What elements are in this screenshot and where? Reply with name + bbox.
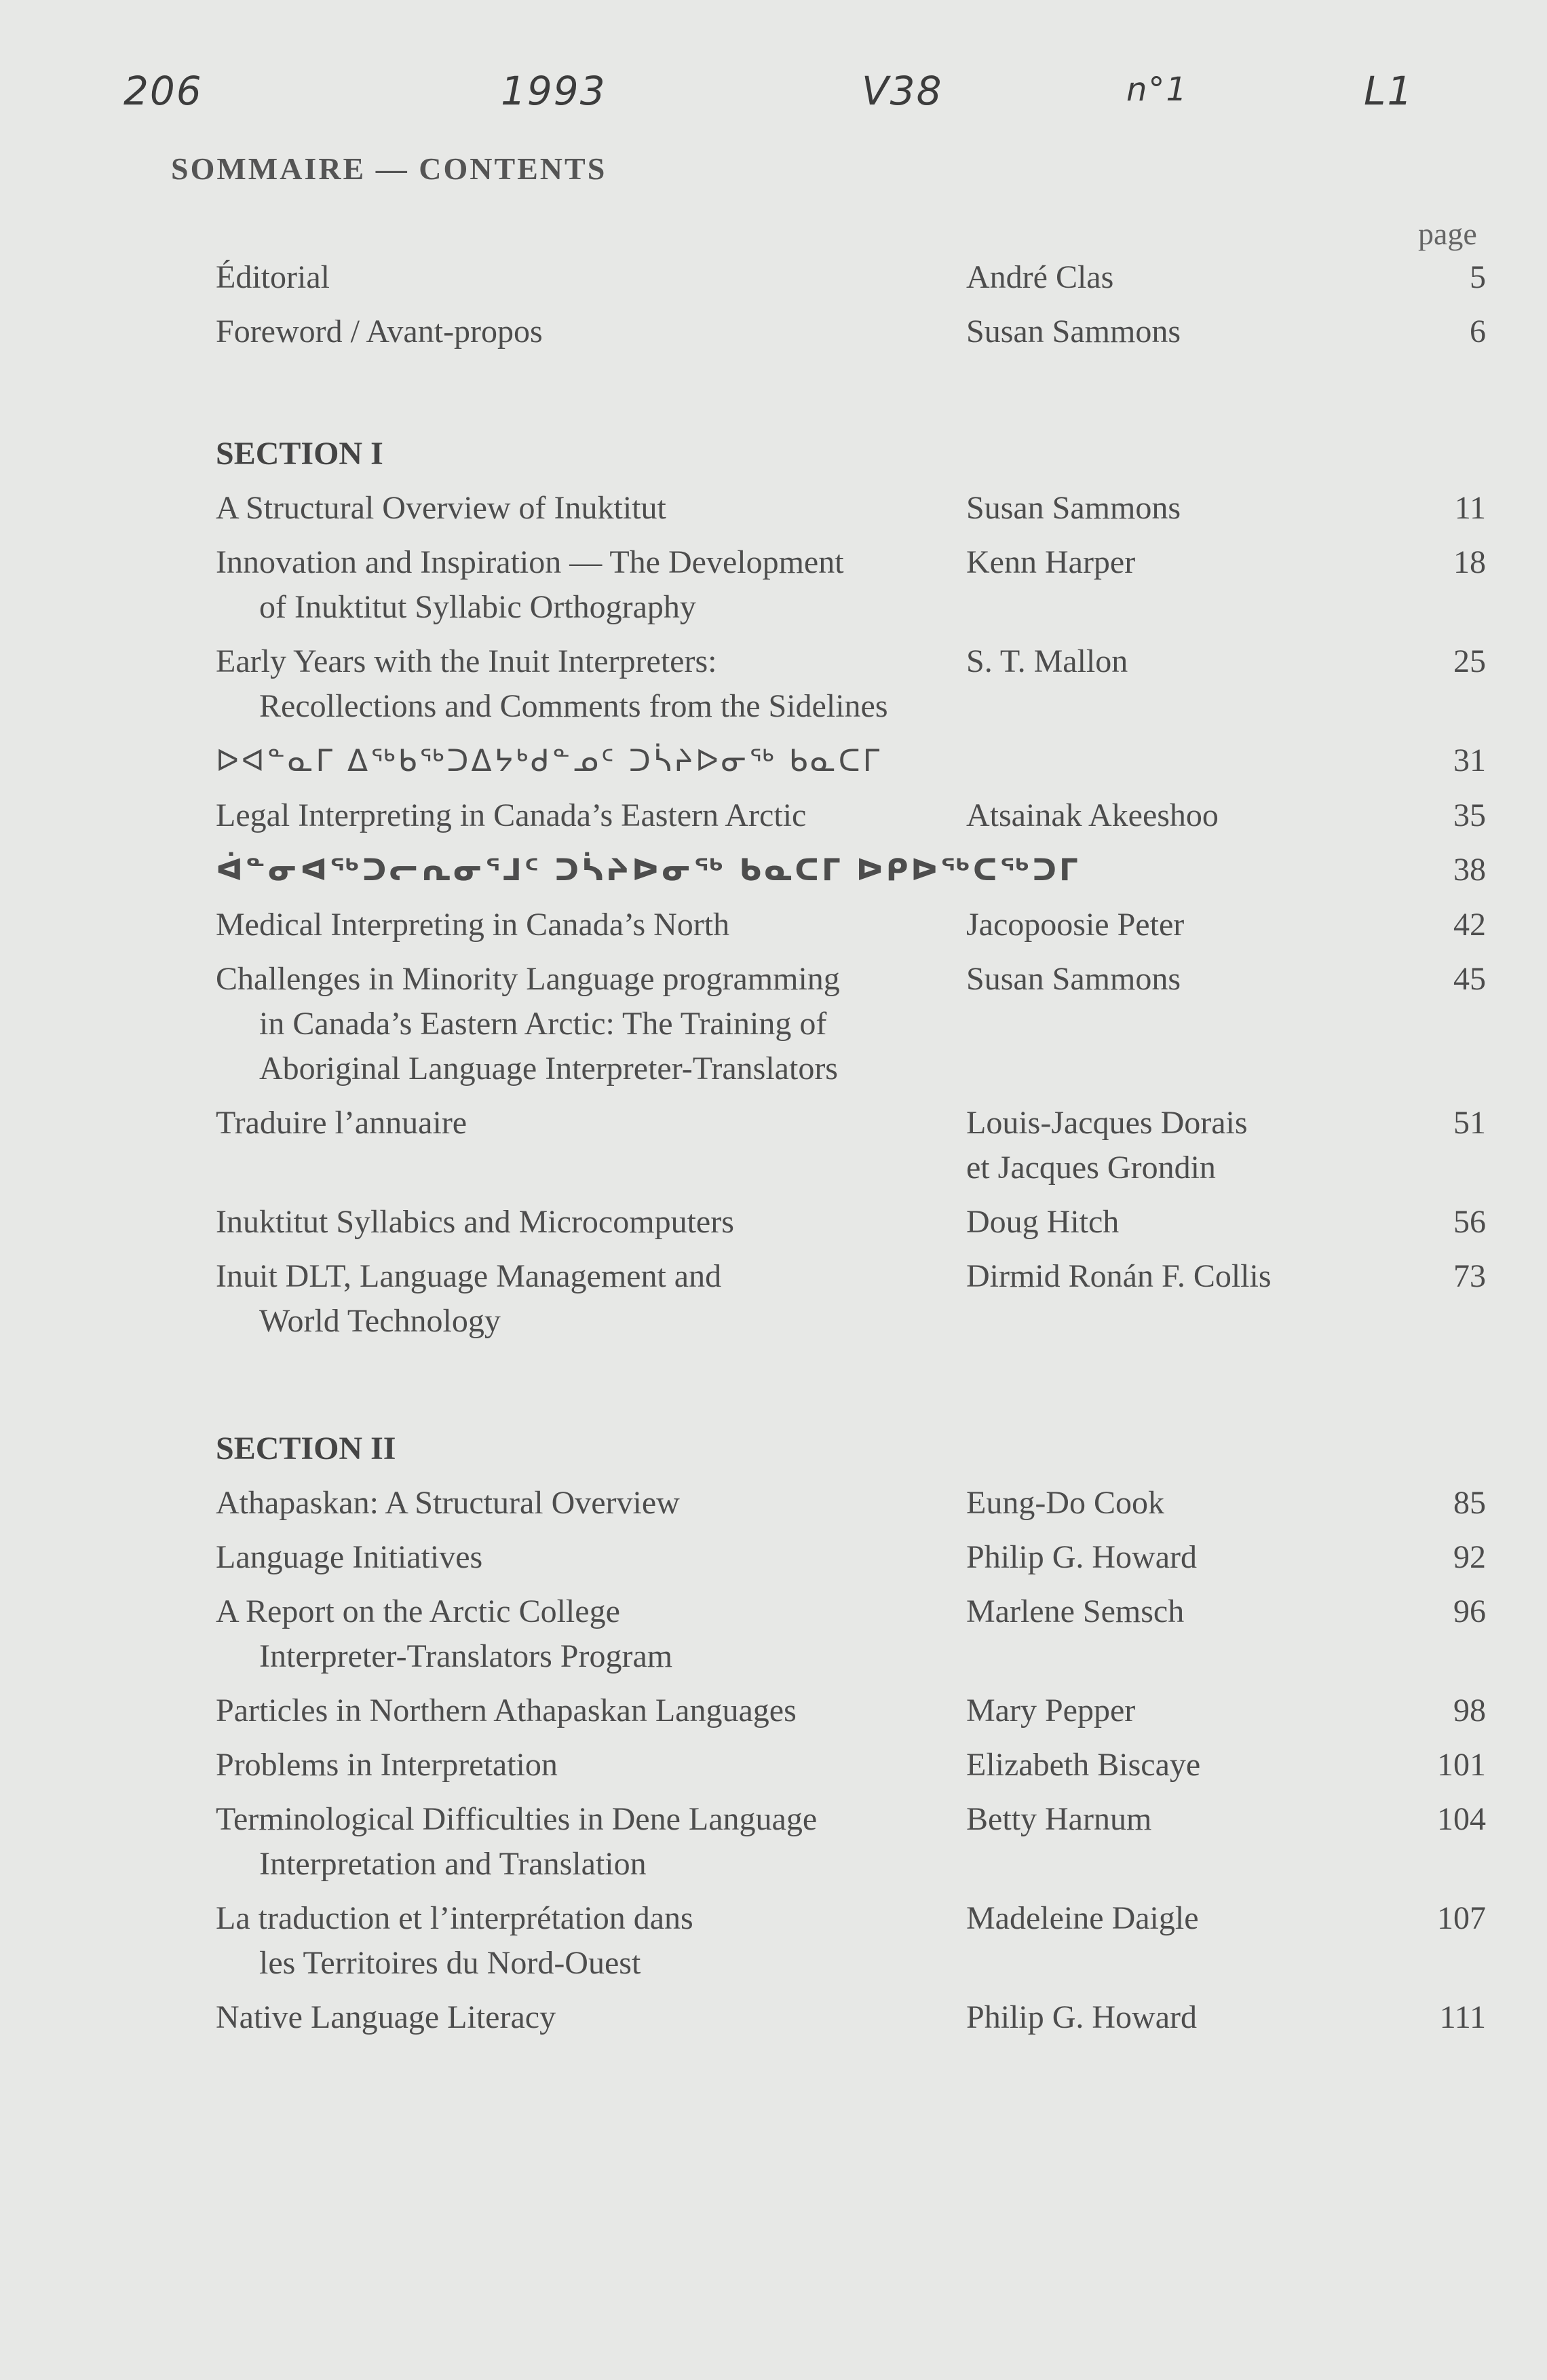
toc-entry bbox=[216, 848, 1486, 893]
entry-title-line: Native Language Literacy bbox=[216, 1999, 556, 2035]
entry-author: Doug Hitch bbox=[966, 1204, 1120, 1240]
toc-entry bbox=[216, 1896, 1486, 1986]
section-2 bbox=[216, 1427, 1486, 2050]
entry-title bbox=[216, 1535, 966, 1580]
section-entries bbox=[216, 486, 1486, 1344]
entry-title bbox=[216, 848, 1400, 893]
entry-title-continuation: in Canada’s Eastern Arctic: The Training of bbox=[259, 1006, 827, 1042]
handwritten-volume: V38 bbox=[862, 68, 943, 114]
entry-author: Louis-Jacques Dorais et Jacques Grondin bbox=[966, 1105, 1248, 1186]
entry-page: 51 bbox=[1453, 1105, 1486, 1141]
entry-page: 31 bbox=[1453, 742, 1486, 778]
toc-entry bbox=[216, 486, 1486, 531]
entry-title bbox=[216, 793, 966, 838]
entry-title bbox=[216, 1995, 966, 2040]
entry-page: 111 bbox=[1439, 1999, 1486, 2035]
page-column-label: page bbox=[1418, 216, 1477, 251]
entry-title bbox=[216, 1797, 966, 1887]
entry-page: 42 bbox=[1453, 907, 1486, 943]
entry-author: Susan Sammons bbox=[966, 314, 1181, 350]
section-heading: SECTION II bbox=[216, 1431, 396, 1467]
entry-title-line: A Report on the Arctic College bbox=[216, 1593, 620, 1629]
entry-title-continuation: Interpretation and Translation bbox=[259, 1846, 647, 1882]
toc-entry bbox=[216, 1797, 1486, 1887]
entry-title bbox=[216, 1200, 966, 1245]
entry-title bbox=[216, 903, 966, 947]
entry-author: Marlene Semsch bbox=[966, 1593, 1185, 1629]
entry-title-line: Problems in Interpretation bbox=[216, 1747, 558, 1783]
entry-author: Philip G. Howard bbox=[966, 1539, 1197, 1575]
toc-entry bbox=[216, 255, 1486, 300]
entry-page: 98 bbox=[1453, 1693, 1486, 1729]
toc-entry bbox=[216, 1254, 1486, 1344]
entry-title-line: Athapaskan: A Structural Overview bbox=[216, 1485, 680, 1521]
entry-author: Philip G. Howard bbox=[966, 1999, 1197, 2035]
entry-title bbox=[216, 486, 966, 531]
entry-title-line: Challenges in Minority Language programming bbox=[216, 961, 840, 997]
toc-entry bbox=[216, 957, 1486, 1091]
toc-entry bbox=[216, 903, 1486, 947]
entry-title bbox=[216, 1896, 966, 1986]
entry-author: Jacopoosie Peter bbox=[966, 907, 1185, 943]
entry-title bbox=[216, 1481, 966, 1526]
section-1 bbox=[216, 432, 1486, 1353]
entry-title-line: ᐅᐊᓐᓇᒥ ᐃᖅᑲᖅᑐᐃᔭᒃᑯᓐᓄᑦ ᑐᓵᔨᐅᓂᖅ ᑲᓇᑕᒥ bbox=[216, 744, 883, 778]
entry-title bbox=[216, 738, 1400, 784]
entry-title-line: Inuit DLT, Language Management and bbox=[216, 1258, 722, 1294]
section-heading: SECTION I bbox=[216, 436, 383, 472]
entry-page: 35 bbox=[1453, 797, 1486, 833]
entry-author: Kenn Harper bbox=[966, 544, 1136, 580]
entry-title-line: La traduction et l’interprétation dans bbox=[216, 1900, 693, 1936]
entry-title-continuation: of Inuktitut Syllabic Orthography bbox=[259, 589, 696, 625]
entry-title-line: A Structural Overview of Inuktitut bbox=[216, 490, 666, 526]
entry-title-continuation: Recollections and Comments from the Sidelines bbox=[259, 688, 888, 724]
entry-title-line: Medical Interpreting in Canada’s North bbox=[216, 907, 730, 943]
entry-title bbox=[216, 957, 966, 1091]
toc-entry bbox=[216, 1535, 1486, 1580]
toc-entry bbox=[216, 639, 1486, 729]
entry-page: 85 bbox=[1453, 1485, 1486, 1521]
entry-author: Atsainak Akeeshoo bbox=[966, 797, 1219, 833]
entry-title-line: Particles in Northern Athapaskan Languages bbox=[216, 1693, 797, 1729]
entry-title-continuation: Interpreter-Translators Program bbox=[259, 1638, 673, 1674]
toc-entry bbox=[216, 1200, 1486, 1245]
toc-entry bbox=[216, 1101, 1486, 1190]
toc-entry bbox=[216, 1743, 1486, 1788]
toc-entry bbox=[216, 738, 1486, 784]
entry-title bbox=[216, 1589, 966, 1679]
toc-entry bbox=[216, 1481, 1486, 1526]
entry-title bbox=[216, 1254, 966, 1344]
toc-entry bbox=[216, 1688, 1486, 1733]
contents-heading: SOMMAIRE — CONTENTS bbox=[171, 151, 607, 186]
entry-title-continuation: les Territoires du Nord-Ouest bbox=[259, 1945, 641, 1981]
entry-title bbox=[216, 1101, 966, 1146]
handwritten-year: 1993 bbox=[501, 68, 607, 114]
entry-title-line: Language Initiatives bbox=[216, 1539, 483, 1575]
entry-author: Madeleine Daigle bbox=[966, 1900, 1199, 1936]
entry-title-line: Innovation and Inspiration — The Development bbox=[216, 544, 844, 580]
entry-author: Eung-Do Cook bbox=[966, 1485, 1164, 1521]
entry-page: 25 bbox=[1453, 643, 1486, 679]
entry-title-continuation: World Technology bbox=[259, 1303, 501, 1339]
toc-entry bbox=[216, 793, 1486, 838]
toc-entry bbox=[216, 540, 1486, 630]
entry-title: Foreword / Avant-propos bbox=[216, 314, 543, 350]
entry-page: 11 bbox=[1454, 490, 1486, 526]
entry-page: 73 bbox=[1453, 1258, 1486, 1294]
entry-title-line: Inuktitut Syllabics and Microcomputers bbox=[216, 1204, 734, 1240]
entry-title-line: Traduire l’annuaire bbox=[216, 1105, 467, 1141]
handwritten-issue: n°1 bbox=[1126, 71, 1188, 109]
entry-author: Elizabeth Biscaye bbox=[966, 1747, 1201, 1783]
entry-title-line: Legal Interpreting in Canada’s Eastern Arctic bbox=[216, 797, 807, 833]
handwritten-annotations bbox=[0, 68, 1547, 143]
entry-author: Betty Harnum bbox=[966, 1801, 1152, 1837]
entry-title bbox=[216, 639, 966, 729]
entry-title-line: Terminological Difficulties in Dene Language bbox=[216, 1801, 818, 1837]
entry-author: Susan Sammons bbox=[966, 961, 1181, 997]
entry-author: Mary Pepper bbox=[966, 1693, 1136, 1729]
entry-title bbox=[216, 540, 966, 630]
handwritten-code: L1 bbox=[1364, 68, 1414, 114]
front-matter bbox=[216, 255, 1486, 364]
entry-author: S. T. Mallon bbox=[966, 643, 1128, 679]
handwritten-number: 206 bbox=[123, 68, 203, 114]
entry-title-continuation: Aboriginal Language Interpreter-Translators bbox=[259, 1051, 838, 1087]
entry-page: 56 bbox=[1453, 1204, 1486, 1240]
entry-page: 92 bbox=[1453, 1539, 1486, 1575]
entry-page: 107 bbox=[1437, 1900, 1486, 1936]
toc-entry bbox=[216, 309, 1486, 354]
entry-page: 96 bbox=[1453, 1593, 1486, 1629]
entry-title bbox=[216, 1688, 966, 1733]
entry-author: Dirmid Ronán F. Collis bbox=[966, 1258, 1272, 1294]
entry-page: 101 bbox=[1437, 1747, 1486, 1783]
toc-entry bbox=[216, 1589, 1486, 1679]
entry-title-line: ᐋᓐᓂᐊᖅᑐᓕᕆᓂᕐᒧᑦ ᑐᓵᔨᐅᓂᖅ ᑲᓇᑕᒥ ᐅᑭᐅᖅᑕᖅᑐᒥ bbox=[216, 853, 1081, 888]
section-entries bbox=[216, 1481, 1486, 2040]
entry-page: 5 bbox=[1470, 259, 1486, 295]
toc-entry bbox=[216, 1995, 1486, 2040]
entry-title-line: Early Years with the Inuit Interpreters: bbox=[216, 643, 717, 679]
entry-author: Susan Sammons bbox=[966, 490, 1181, 526]
entry-page: 45 bbox=[1453, 961, 1486, 997]
entry-author: André Clas bbox=[966, 259, 1114, 295]
entry-page: 18 bbox=[1453, 544, 1486, 580]
entry-page: 6 bbox=[1470, 314, 1486, 350]
entry-page: 104 bbox=[1437, 1801, 1486, 1837]
entry-title: Éditorial bbox=[216, 259, 330, 295]
entry-title bbox=[216, 1743, 966, 1788]
entry-page: 38 bbox=[1453, 852, 1486, 888]
